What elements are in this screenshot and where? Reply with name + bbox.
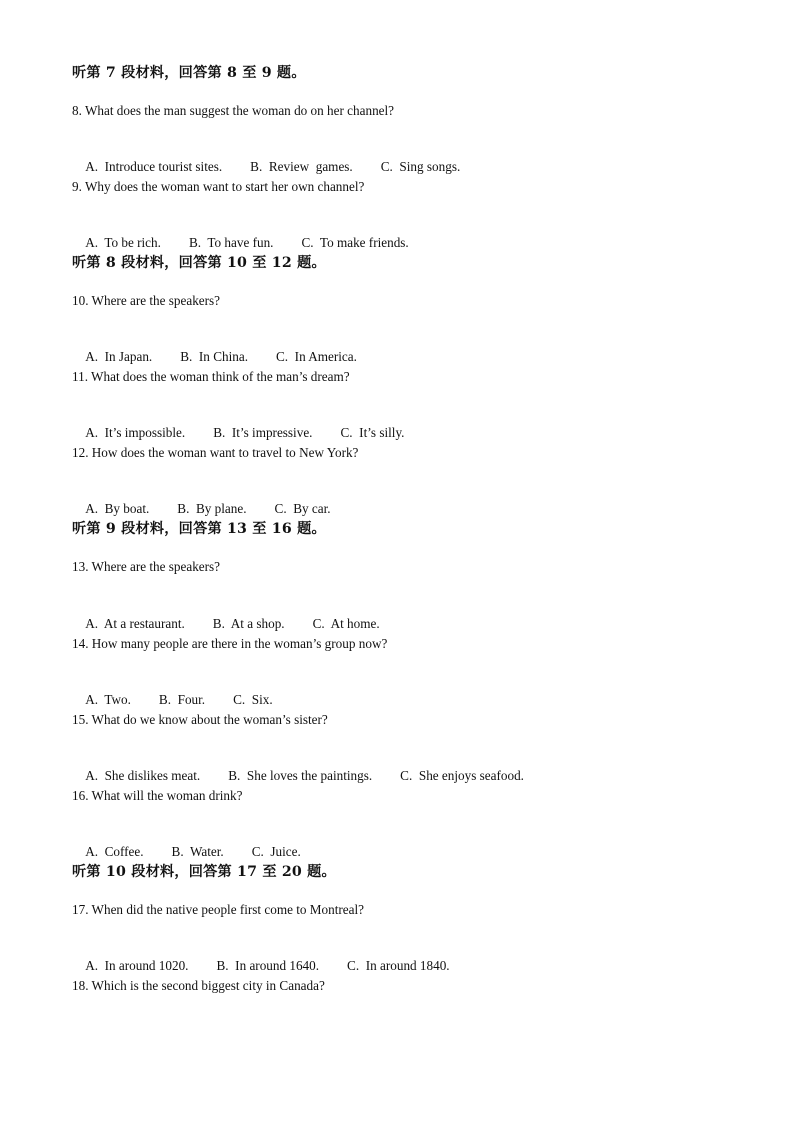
option-a: A. She dislikes meat.	[85, 768, 201, 783]
option-a: A. Introduce tourist sites.	[85, 159, 223, 174]
option-c: C. It’s silly.	[340, 425, 405, 440]
question-12: 12. How does the woman want to travel to New York?	[72, 445, 359, 460]
option-b: B. By plane.	[177, 501, 247, 516]
question-8: 8. What does the man suggest the woman do on her channel?	[72, 103, 395, 118]
question-11: 11. What does the woman think of the man’s dream?	[72, 369, 350, 384]
option-b: B. In around 1640.	[216, 958, 320, 973]
question-17: 17. When did the native people first come to Montreal?	[72, 902, 364, 917]
option-a: A. Coffee.	[85, 844, 144, 859]
option-b: B. To have fun.	[188, 235, 274, 250]
option-c: C. In America.	[276, 349, 357, 364]
option-a: A. Two.	[85, 692, 131, 707]
question-18: 18. Which is the second biggest city in Canada?	[72, 978, 325, 993]
question-16: 16. What will the woman drink?	[72, 788, 243, 803]
section-heading: 听第 7 段材料，回答第 8 至 9 题。	[72, 65, 306, 81]
option-a: A. By boat.	[85, 501, 150, 516]
option-c: C. By car.	[274, 501, 331, 516]
section-heading: 听第 10 段材料，回答第 17 至 20 题。	[72, 864, 336, 880]
section-heading: 听第 8 段材料，回答第 10 至 12 题。	[72, 255, 326, 271]
question-14: 14. How many people are there in the woman’s group now?	[72, 636, 388, 651]
option-b: B. Water.	[171, 844, 224, 859]
option-a: A. To be rich.	[85, 235, 161, 250]
option-c: C. Sing songs.	[380, 159, 461, 174]
option-b: B. At a shop.	[212, 616, 285, 631]
option-a: A. It’s impossible.	[85, 425, 186, 440]
question-9: 9. Why does the woman want to start her own channel?	[72, 179, 365, 194]
section-heading: 听第 9 段材料，回答第 13 至 16 题。	[72, 521, 326, 537]
question-15: 15. What do we know about the woman’s sister?	[72, 712, 328, 727]
option-c: C. Juice.	[251, 844, 301, 859]
question-10: 10. Where are the speakers?	[72, 293, 221, 308]
option-b: B. Review games.	[250, 159, 353, 174]
option-c: C. Six.	[233, 692, 273, 707]
option-b: B. Four.	[158, 692, 206, 707]
option-a: A. At a restaurant.	[85, 616, 185, 631]
question-13: 13. Where are the speakers?	[72, 559, 221, 574]
option-c: C. In around 1840.	[347, 958, 450, 973]
option-b: B. In China.	[180, 349, 248, 364]
option-c: C. At home.	[312, 616, 380, 631]
option-b: B. She loves the paintings.	[228, 768, 373, 783]
option-a: A. In Japan.	[85, 349, 153, 364]
option-b: B. It’s impressive.	[213, 425, 313, 440]
option-c: C. She enjoys seafood.	[400, 768, 524, 783]
option-a: A. In around 1020.	[85, 958, 189, 973]
option-c: C. To make friends.	[301, 235, 409, 250]
